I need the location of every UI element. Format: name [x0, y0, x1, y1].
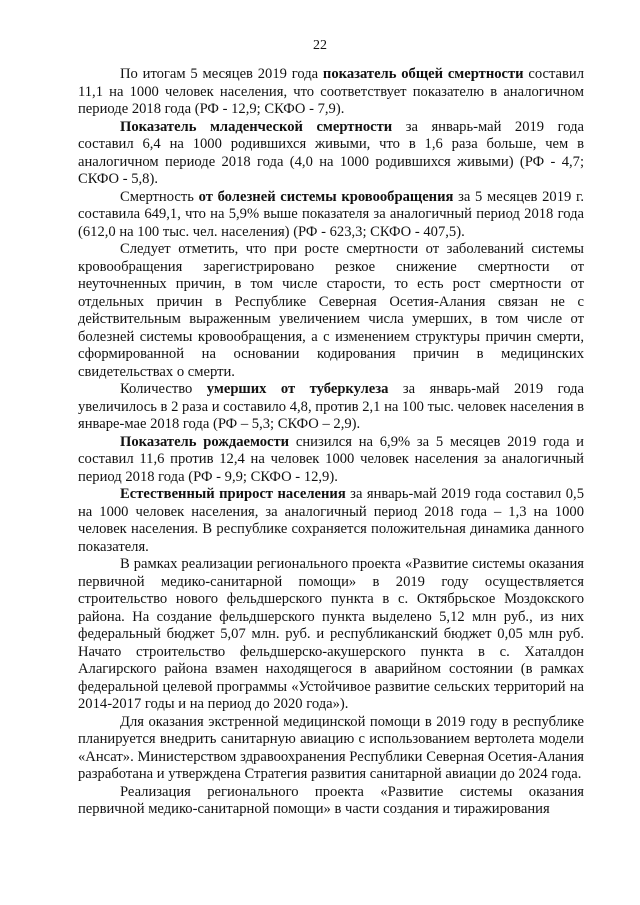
text-run: за январь-май 2019 года увеличилось в 2 раза и составило 4,8, против 2,1 на 100 тыс. человек населения в январе-мае 2018 года (РФ – 5,3; СКФО – 2,9).: [78, 381, 585, 432]
text-run: По итогам 5 месяцев 2019 года: [120, 66, 323, 82]
text-run: Реализация регионального проекта «Развитие системы оказания первичной медико-санитарной помощи» в части создания и тиражирования: [78, 783, 584, 817]
paragraph-project-implementation: [78, 784, 584, 819]
text-run: за 5 месяцев 2019 г. составила 649,1, что на 5,9% выше показателя за аналогичный период 2018 года (612,0 на 100 тыс. чел. населения) (РФ - 623,3; СКФО - 407,5).: [78, 188, 584, 240]
text-run: Смертность: [120, 188, 199, 205]
paragraph-air-ambulance: [78, 714, 584, 784]
text-run: составил 11,1 на 1000 человек населения, что соответствует показателю в аналогичном периоде 2018 года (РФ - 12,9; СКФО - 7,9).: [78, 66, 585, 117]
bold-term: Естественный прирост населения: [120, 486, 346, 502]
bold-term: умерших от туберкулеза: [206, 381, 389, 397]
bold-term: от болезней системы кровообращения: [198, 188, 454, 205]
text-run: Для оказания экстренной медицинской помощи в 2019 году в республике планируется внедрить санитарную авиацию с использованием вертолета модели «Ансат». Министерством здравоохранения Республики Северная Осетия-Алания разработана и утверждена Стратегия развития санитарной авиации до 2024 года.: [78, 713, 584, 782]
bold-term: Показатель рождаемости: [120, 433, 290, 450]
text-run: за январь-май 2019 года составил 6,4 на 1000 родившихся живыми, что в 1,6 раза больше, чем в аналогичном периоде 2018 года (4,0 на 1000 родившихся живыми) (РФ - 4,7; СКФО - 5,8).: [78, 118, 585, 187]
bold-term: показатель общей смертности: [322, 66, 524, 82]
bold-term: Показатель младенческой смертности: [120, 118, 393, 135]
paragraph-birth-rate: [78, 434, 584, 487]
text-run: за январь-май 2019 года составил 0,5 на 1000 человек населения, за аналогичный период 2018 года – 1,3 на 1000 человек населения. В республике сохраняется положительная динамика данного показателя.: [78, 486, 585, 555]
text-run: снизился на 6,9% за 5 месяцев 2019 года и составил 11,6 против 12,4 на человек 1000 человек населения за аналогичный период 2018 года (РФ - 9,9; СКФО - 12,9).: [78, 433, 584, 485]
text-run: Следует отметить, что при росте смертности от заболеваний системы кровообращения зарегистрировано резкое снижение смертности от неуточненных причин, в том числе старости, то есть рост смертности от отдельных причин в Республике Северная Осетия-Алания связан не с действительным выраженным увеличением числа умерших, в том числе от болезней системы кровообращения, а с изменением структуры причин смерти, сформированной на основании кодирования причин в медицинских свидетельствах о смерти.: [78, 241, 584, 380]
paragraph-total-mortality: [78, 66, 584, 119]
paragraph-tuberculosis: [78, 381, 584, 434]
paragraph-mortality-note: [78, 241, 584, 381]
paragraph-infant-mortality: [78, 119, 584, 189]
paragraph-circulatory-mortality: [78, 189, 584, 242]
text-run: В рамках реализации регионального проекта «Развитие системы оказания первичной медико-санитарной помощи» в 2019 году осуществляется строительство нового фельдшерского пункта в с. Октябрьское Моздокского района. На создание фельдшерского пункта выделено 5,12 млн руб., из них федеральный бюджет 5,07 млн. руб. и республиканский бюджет 0,05 млн руб. Начато строительство фельдшерско-акушерского пункта в с. Хаталдон Алагирского района взамен находящегося в аварийном состоянии (в рамках федеральной целевой программы «Устойчивое развитие сельских территорий на 2014-2017 годы и на период до 2020 года»).: [78, 556, 584, 712]
paragraph-regional-project: [78, 556, 584, 714]
text-run: Количество: [120, 381, 207, 397]
page-number: 22: [313, 38, 327, 53]
paragraph-natural-growth: [78, 486, 584, 556]
document-body: [78, 66, 584, 819]
